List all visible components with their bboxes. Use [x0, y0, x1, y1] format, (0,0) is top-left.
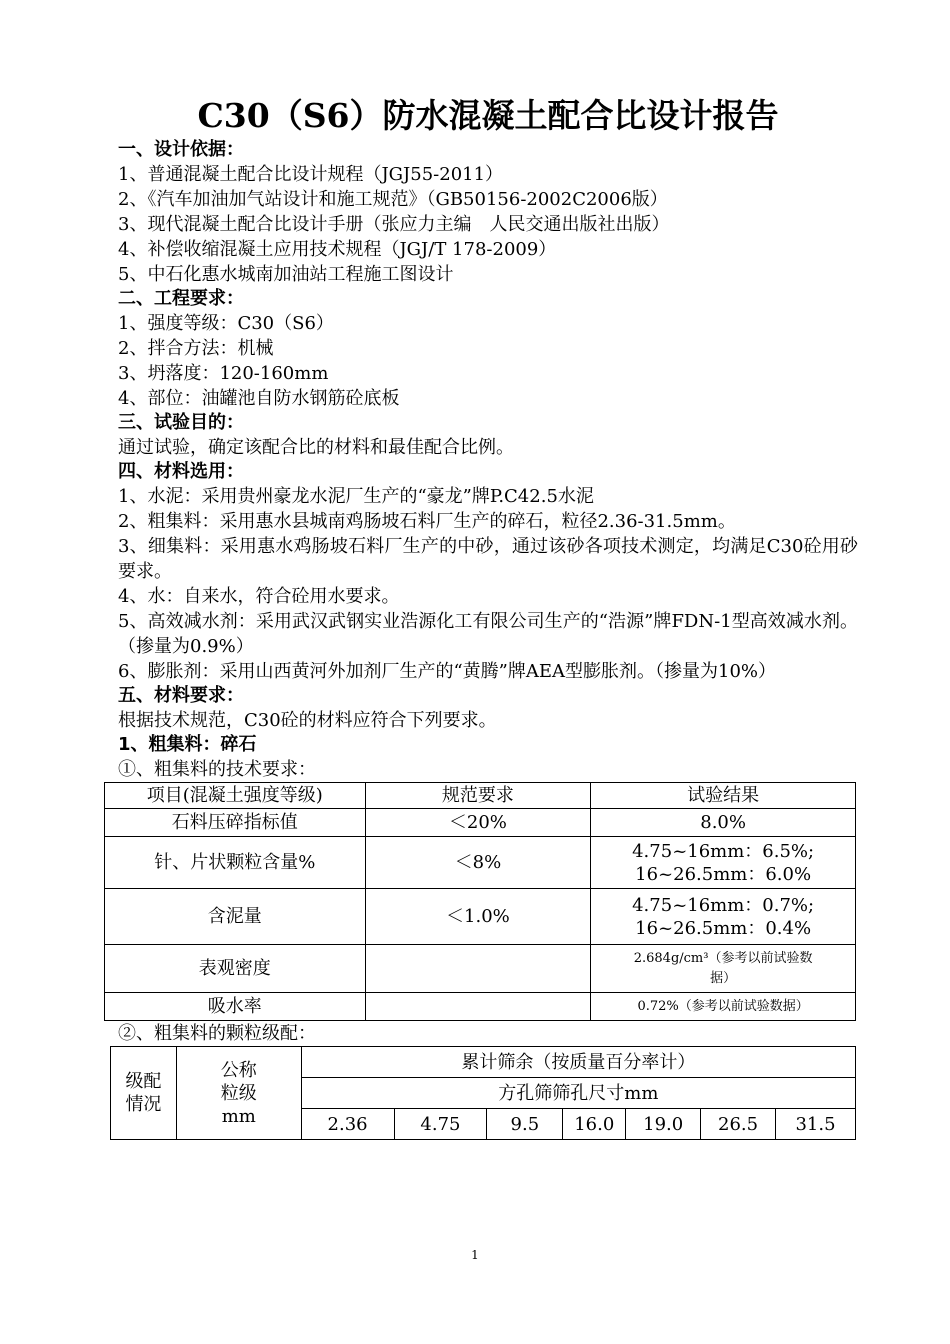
nominal-size-line: mm	[221, 1105, 256, 1127]
sieve-size: 19.0	[626, 1109, 701, 1140]
table-cell	[591, 945, 856, 993]
sieve-size-header: 方孔筛筛孔尺寸mm	[301, 1078, 855, 1109]
document-page	[118, 94, 858, 1140]
table-cell	[365, 945, 591, 993]
material-item: 1、水泥：采用贵州豪龙水泥厂生产的“豪龙”牌P.C42.5水泥	[118, 486, 594, 507]
table-cell: 0.72%（参考以前试验数据）	[591, 993, 856, 1021]
table-cell: 石料压碎指标值	[105, 809, 366, 837]
table1-caption: ①、粗集料的技术要求：	[118, 759, 316, 780]
grading-label-line: 情况	[125, 1094, 162, 1115]
table-header: 项目(混凝土强度等级)	[105, 783, 366, 809]
table-cell: 针、片状颗粒含量%	[105, 837, 366, 889]
table-cell: ＜8%	[365, 837, 591, 889]
table-row	[105, 889, 856, 945]
tech-requirements-table	[104, 782, 856, 1021]
nominal-size-line: 粒级	[220, 1082, 257, 1104]
nominal-size-line: 公称	[220, 1059, 257, 1081]
sieve-size: 4.75	[394, 1109, 487, 1140]
table-cell: 吸水率	[105, 993, 366, 1021]
basis-item: 3、现代混凝土配合比设计手册（张应力主编 人民交通出版社出版）	[118, 214, 670, 235]
table-header: 试验结果	[591, 783, 856, 809]
sieve-size: 26.5	[701, 1109, 776, 1140]
result-line: 据）	[710, 970, 737, 986]
gradation-table	[110, 1046, 856, 1140]
requirement-item: 1、强度等级：C30（S6）	[118, 313, 334, 334]
table-cell	[365, 993, 591, 1021]
basis-item: 1、普通混凝土配合比设计规程（JGJ55-2011）	[118, 164, 504, 185]
result-line: 16~26.5mm：0.4%	[635, 917, 812, 939]
material-item: 4、水：自来水，符合砼用水要求。	[118, 586, 400, 607]
requirement-item: 4、部位：油罐池自防水钢筋砼底板	[118, 388, 400, 409]
table-cell: 8.0%	[591, 809, 856, 837]
section-2-heading: 二、工程要求：	[118, 288, 244, 309]
coarse-aggregate-heading: 1、粗集料：碎石	[118, 734, 257, 755]
table-row	[105, 993, 856, 1021]
nominal-size-cell	[176, 1047, 301, 1140]
table-cell	[591, 889, 856, 945]
material-item: 6、膨胀剂：采用山西黄河外加剂厂生产的“黄腾”牌AEA型膨胀剂。（掺量为10%）	[118, 661, 776, 682]
grading-label-cell	[111, 1047, 177, 1140]
table-cell	[591, 837, 856, 889]
basis-item: 2、《汽车加油加气站设计和施工规范》（GB50156-2002C2006版）	[118, 189, 668, 210]
table-cell: ＜20%	[365, 809, 591, 837]
result-line: 4.75~16mm：6.5%;	[632, 840, 815, 862]
table-row	[105, 945, 856, 993]
requirement-item: 3、坍落度：120-160mm	[118, 363, 329, 384]
grading-label-line: 级配	[125, 1071, 162, 1092]
basis-item: 4、补偿收缩混凝土应用技术规程（JGJ/T 178-2009）	[118, 239, 557, 260]
material-item: 3、细集料：采用惠水鸡肠坡石料厂生产的中砂，通过该砂各项技术测定，均满足C30砼用砂要求。	[118, 536, 858, 582]
purpose-text: 通过试验，确定该配合比的材料和最佳配合比例。	[118, 437, 514, 458]
table-cell: ＜1.0%	[365, 889, 591, 945]
table-header: 规范要求	[365, 783, 591, 809]
sieve-size: 2.36	[301, 1109, 394, 1140]
table2-caption: ②、粗集料的颗粒级配：	[118, 1023, 316, 1044]
cumulative-retained-header: 累计筛余（按质量百分率计）	[301, 1047, 855, 1078]
material-item: 2、粗集料：采用惠水县城南鸡肠坡石料厂生产的碎石，粒径2.36-31.5mm。	[118, 511, 736, 532]
section-1-heading: 一、设计依据：	[118, 139, 244, 160]
page-number: 1	[471, 1248, 479, 1262]
table-cell: 表观密度	[105, 945, 366, 993]
table-row	[105, 837, 856, 889]
report-title: C30（S6）防水混凝土配合比设计报告	[197, 96, 779, 135]
section-5-text: 根据技术规范，C30砼的材料应符合下列要求。	[118, 710, 497, 731]
sieve-size: 9.5	[487, 1109, 563, 1140]
section-4-heading: 四、材料选用：	[118, 461, 244, 482]
result-line: 2.684g/cm³（参考以前试验数	[633, 950, 813, 966]
section-5-heading: 五、材料要求：	[118, 685, 244, 706]
table-row	[105, 809, 856, 837]
material-item: 5、高效减水剂：采用武汉武钢实业浩源化工有限公司生产的“浩源”牌FDN-1型高效减水剂。（掺量为0.9%）	[118, 611, 858, 657]
table-cell: 含泥量	[105, 889, 366, 945]
requirement-item: 2、拌合方法：机械	[118, 338, 274, 359]
result-line: 16~26.5mm：6.0%	[635, 863, 812, 885]
sieve-size: 16.0	[563, 1109, 626, 1140]
sieve-size: 31.5	[776, 1109, 856, 1140]
section-3-heading: 三、试验目的：	[118, 412, 244, 433]
result-line: 4.75~16mm：0.7%;	[632, 894, 815, 916]
basis-item: 5、中石化惠水城南加油站工程施工图设计	[118, 264, 454, 285]
